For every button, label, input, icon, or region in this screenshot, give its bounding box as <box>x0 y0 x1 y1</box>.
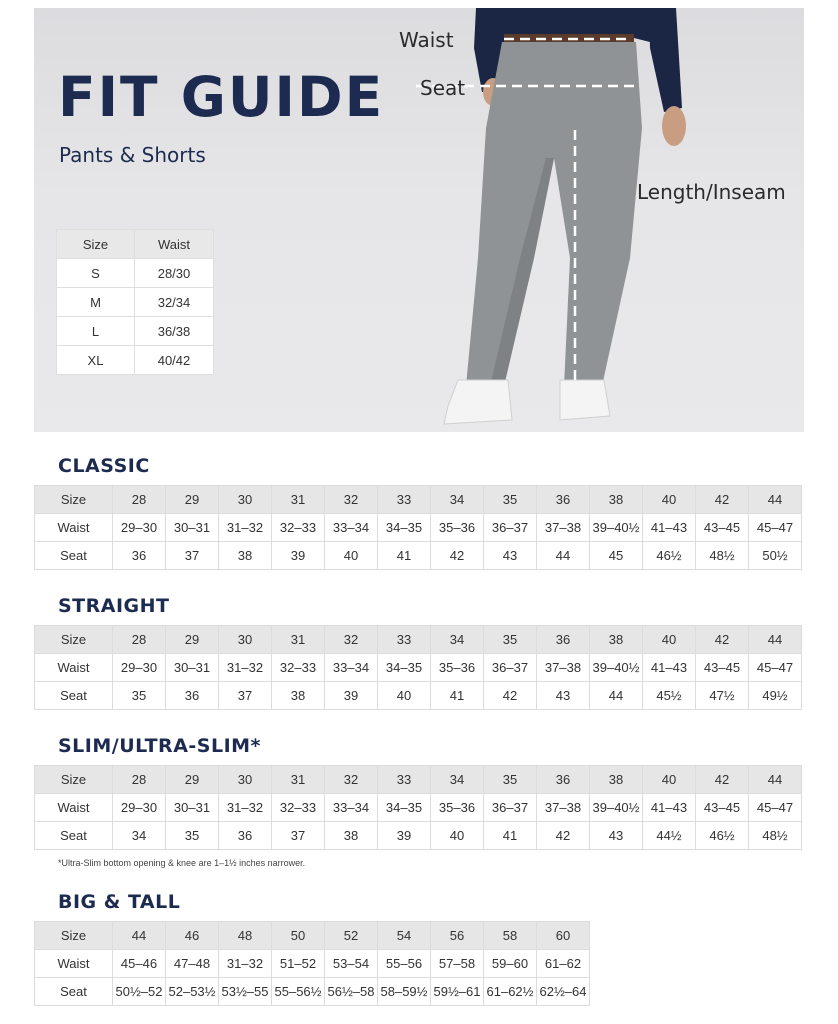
table-cell: 39 <box>325 682 378 710</box>
table-cell: 46½ <box>643 542 696 570</box>
table-cell: 53–54 <box>325 950 378 978</box>
size-header-cell: 34 <box>431 766 484 794</box>
table-cell: 28/30 <box>135 259 214 288</box>
table-cell: 32/34 <box>135 288 214 317</box>
table-row <box>35 542 802 570</box>
table-cell: 58–59½ <box>378 978 431 1006</box>
size-header-cell: 38 <box>590 766 643 794</box>
size-header-cell: 48 <box>219 922 272 950</box>
size-header-cell: 35 <box>484 626 537 654</box>
table-cell: 36–37 <box>484 514 537 542</box>
table-cell: 42 <box>537 822 590 850</box>
table-cell: 38 <box>219 542 272 570</box>
table-cell: 41 <box>484 822 537 850</box>
table-cell: 39–40½ <box>590 794 643 822</box>
size-header-cell: 60 <box>537 922 590 950</box>
table-row <box>35 794 802 822</box>
table-cell: 45 <box>590 542 643 570</box>
table-cell: 59½–61 <box>431 978 484 1006</box>
table-cell: 44 <box>590 682 643 710</box>
table-cell: S <box>57 259 135 288</box>
table-header-row <box>35 486 802 514</box>
table-cell: 45–46 <box>113 950 166 978</box>
row-label-cell: Size <box>35 766 113 794</box>
table-row <box>35 950 590 978</box>
table-row <box>35 654 802 682</box>
table-cell: 31–32 <box>219 950 272 978</box>
table-row <box>35 682 802 710</box>
size-header-cell: 40 <box>643 626 696 654</box>
table-cell: 56½–58 <box>325 978 378 1006</box>
row-label-cell: Size <box>35 922 113 950</box>
size-header-cell: 58 <box>484 922 537 950</box>
row-label-cell: Waist <box>35 950 113 978</box>
table-cell: 30–31 <box>166 514 219 542</box>
table-cell: 32–33 <box>272 654 325 682</box>
size-waist-table <box>56 229 214 375</box>
seat-measure-label: Seat <box>420 76 466 100</box>
row-label-cell: Seat <box>35 978 113 1006</box>
table-cell: 30–31 <box>166 654 219 682</box>
table-cell: M <box>57 288 135 317</box>
table-cell: 32–33 <box>272 794 325 822</box>
length-inseam-label: Length/Inseam <box>637 180 786 204</box>
table-cell: 37 <box>272 822 325 850</box>
straight-section-title: STRAIGHT <box>58 595 170 617</box>
size-header-cell: 44 <box>749 766 802 794</box>
hero-banner <box>34 8 804 432</box>
size-header-cell: 52 <box>325 922 378 950</box>
slim-size-table <box>34 765 802 850</box>
table-cell: L <box>57 317 135 346</box>
size-header-cell: 36 <box>537 766 590 794</box>
table-cell: 43–45 <box>696 794 749 822</box>
table-row <box>57 317 214 346</box>
big-tall-section-title: BIG & TALL <box>58 891 181 913</box>
table-cell: 41 <box>431 682 484 710</box>
big-tall-size-table <box>34 921 590 1006</box>
size-header-cell: 35 <box>484 766 537 794</box>
table-cell: 34 <box>113 822 166 850</box>
footnote: *Ultra-Slim bottom opening & knee are 1–1½ inches narrower. <box>58 858 306 868</box>
table-cell: 48½ <box>749 822 802 850</box>
table-cell: 30–31 <box>166 794 219 822</box>
size-header-cell: 28 <box>113 626 166 654</box>
size-header-cell: 40 <box>643 486 696 514</box>
row-label-cell: Seat <box>35 682 113 710</box>
table-cell: 35–36 <box>431 794 484 822</box>
table-row <box>35 822 802 850</box>
table-cell: 33–34 <box>325 654 378 682</box>
size-header-cell: 30 <box>219 626 272 654</box>
table-cell: 55–56½ <box>272 978 325 1006</box>
table-cell: 37 <box>219 682 272 710</box>
table-cell: 36 <box>219 822 272 850</box>
size-header-cell: 32 <box>325 626 378 654</box>
size-header-cell: 29 <box>166 626 219 654</box>
table-cell: 61–62 <box>537 950 590 978</box>
table-cell: 45–47 <box>749 514 802 542</box>
table-cell: 36 <box>166 682 219 710</box>
size-header-cell: 34 <box>431 626 484 654</box>
table-cell: 46½ <box>696 822 749 850</box>
table-cell: 43–45 <box>696 654 749 682</box>
size-header-cell: 34 <box>431 486 484 514</box>
row-label-cell: Waist <box>35 654 113 682</box>
slim-section-title: SLIM/ULTRA-SLIM* <box>58 735 261 757</box>
table-cell: 31–32 <box>219 514 272 542</box>
table-cell: 36–37 <box>484 654 537 682</box>
row-label-cell: Waist <box>35 514 113 542</box>
table-cell: 57–58 <box>431 950 484 978</box>
row-label-cell: Seat <box>35 542 113 570</box>
row-label-cell: Waist <box>35 794 113 822</box>
table-cell: 45–47 <box>749 654 802 682</box>
table-cell: 29–30 <box>113 514 166 542</box>
table-row <box>57 346 214 375</box>
table-cell: 29–30 <box>113 654 166 682</box>
table-cell: 39 <box>378 822 431 850</box>
table-cell: 40 <box>325 542 378 570</box>
table-cell: 35 <box>113 682 166 710</box>
table-cell: 47½ <box>696 682 749 710</box>
table-cell: XL <box>57 346 135 375</box>
size-header-cell: 42 <box>696 766 749 794</box>
size-header-cell: 50 <box>272 922 325 950</box>
table-cell: 48½ <box>696 542 749 570</box>
table-row <box>57 288 214 317</box>
table-cell: 43 <box>484 542 537 570</box>
table-cell: 42 <box>484 682 537 710</box>
table-cell: 50½–52 <box>113 978 166 1006</box>
table-cell: 55–56 <box>378 950 431 978</box>
table-header-row <box>57 230 214 259</box>
table-row <box>35 978 590 1006</box>
size-header-cell: 30 <box>219 766 272 794</box>
table-cell: 61–62½ <box>484 978 537 1006</box>
table-cell: 49½ <box>749 682 802 710</box>
page-title: FIT GUIDE <box>58 65 385 129</box>
size-header-cell: 40 <box>643 766 696 794</box>
table-header-row <box>35 922 590 950</box>
size-header-cell: 29 <box>166 486 219 514</box>
table-cell: 37–38 <box>537 514 590 542</box>
table-cell: 39–40½ <box>590 514 643 542</box>
table-cell: 47–48 <box>166 950 219 978</box>
table-cell: 36/38 <box>135 317 214 346</box>
size-header-cell: 46 <box>166 922 219 950</box>
table-cell: 51–52 <box>272 950 325 978</box>
size-header-cell: 36 <box>537 626 590 654</box>
classic-size-table <box>34 485 802 570</box>
table-cell: 31–32 <box>219 654 272 682</box>
table-cell: 41–43 <box>643 654 696 682</box>
row-label-cell: Size <box>35 626 113 654</box>
table-header-row <box>35 626 802 654</box>
size-header-cell: 31 <box>272 486 325 514</box>
table-cell: 31–32 <box>219 794 272 822</box>
table-cell: 41 <box>378 542 431 570</box>
size-header-cell: 28 <box>113 766 166 794</box>
table-cell: 39–40½ <box>590 654 643 682</box>
table-cell: 33–34 <box>325 514 378 542</box>
table-cell: 39 <box>272 542 325 570</box>
size-header-cell: 44 <box>113 922 166 950</box>
table-cell: 43 <box>537 682 590 710</box>
size-header-cell: 44 <box>749 626 802 654</box>
size-header-cell: 31 <box>272 766 325 794</box>
table-row <box>57 259 214 288</box>
table-header-cell: Waist <box>135 230 214 259</box>
table-cell: 32–33 <box>272 514 325 542</box>
table-cell: 35–36 <box>431 654 484 682</box>
table-cell: 33–34 <box>325 794 378 822</box>
table-cell: 43 <box>590 822 643 850</box>
table-cell: 38 <box>272 682 325 710</box>
size-header-cell: 30 <box>219 486 272 514</box>
size-header-cell: 33 <box>378 626 431 654</box>
table-cell: 29–30 <box>113 794 166 822</box>
table-cell: 36–37 <box>484 794 537 822</box>
table-cell: 37–38 <box>537 654 590 682</box>
table-cell: 52–53½ <box>166 978 219 1006</box>
size-header-cell: 56 <box>431 922 484 950</box>
size-header-cell: 44 <box>749 486 802 514</box>
table-cell: 50½ <box>749 542 802 570</box>
table-cell: 34–35 <box>378 514 431 542</box>
table-cell: 62½–64 <box>537 978 590 1006</box>
table-cell: 34–35 <box>378 654 431 682</box>
size-header-cell: 35 <box>484 486 537 514</box>
table-header-cell: Size <box>57 230 135 259</box>
table-cell: 40 <box>378 682 431 710</box>
table-cell: 37 <box>166 542 219 570</box>
table-header-row <box>35 766 802 794</box>
size-header-cell: 32 <box>325 766 378 794</box>
table-cell: 42 <box>431 542 484 570</box>
table-cell: 34–35 <box>378 794 431 822</box>
table-cell: 53½–55 <box>219 978 272 1006</box>
size-header-cell: 32 <box>325 486 378 514</box>
table-cell: 59–60 <box>484 950 537 978</box>
size-header-cell: 31 <box>272 626 325 654</box>
straight-size-table <box>34 625 802 710</box>
table-cell: 40 <box>431 822 484 850</box>
row-label-cell: Seat <box>35 822 113 850</box>
table-cell: 40/42 <box>135 346 214 375</box>
table-cell: 36 <box>113 542 166 570</box>
table-cell: 43–45 <box>696 514 749 542</box>
page-subtitle: Pants & Shorts <box>59 143 206 167</box>
table-cell: 41–43 <box>643 794 696 822</box>
size-header-cell: 33 <box>378 486 431 514</box>
size-header-cell: 28 <box>113 486 166 514</box>
size-header-cell: 29 <box>166 766 219 794</box>
size-header-cell: 38 <box>590 626 643 654</box>
table-cell: 45–47 <box>749 794 802 822</box>
size-header-cell: 42 <box>696 626 749 654</box>
table-row <box>35 514 802 542</box>
classic-section-title: CLASSIC <box>58 455 150 477</box>
table-cell: 38 <box>325 822 378 850</box>
table-cell: 45½ <box>643 682 696 710</box>
table-cell: 35 <box>166 822 219 850</box>
table-cell: 44½ <box>643 822 696 850</box>
size-header-cell: 38 <box>590 486 643 514</box>
table-cell: 44 <box>537 542 590 570</box>
size-header-cell: 42 <box>696 486 749 514</box>
size-header-cell: 33 <box>378 766 431 794</box>
table-cell: 37–38 <box>537 794 590 822</box>
size-header-cell: 36 <box>537 486 590 514</box>
waist-measure-label: Waist <box>399 28 454 52</box>
row-label-cell: Size <box>35 486 113 514</box>
table-cell: 35–36 <box>431 514 484 542</box>
table-cell: 41–43 <box>643 514 696 542</box>
size-header-cell: 54 <box>378 922 431 950</box>
